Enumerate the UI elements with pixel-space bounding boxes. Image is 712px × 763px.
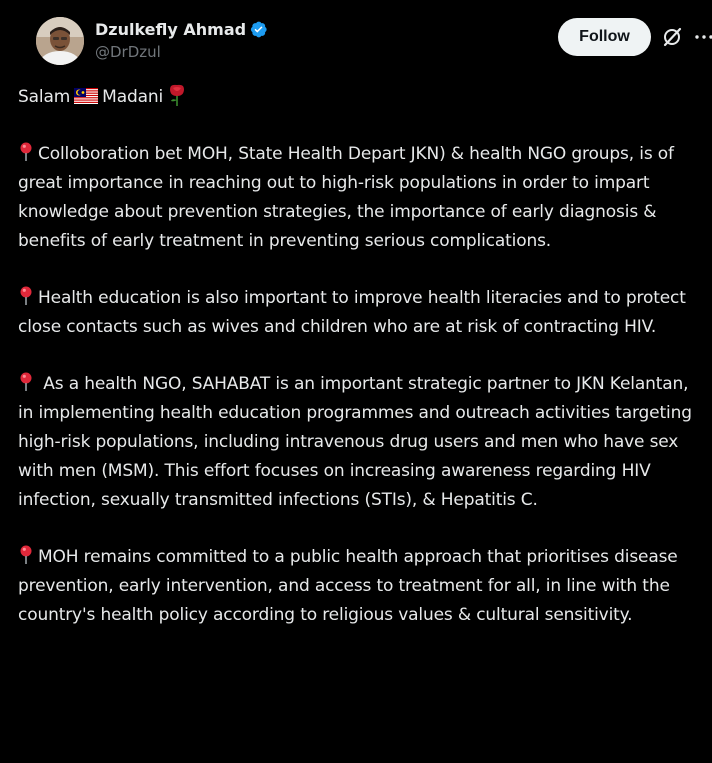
display-name-row	[95, 18, 268, 40]
paragraph-2-text: Health education is also important to improve health literacies and to protect close contacts such as wives and children who are at risk of contracting HIV.	[18, 288, 686, 337]
greeting-end: Madani	[102, 87, 164, 107]
paragraph-1	[18, 140, 698, 256]
more-options-icon[interactable]	[694, 26, 712, 48]
spacer	[18, 256, 698, 284]
paragraph-4-text: MOH remains committed to a public health approach that prioritises disease prevention, early intervention, and access to treatment for all, in line with the country's health policy according to religious values & cultural sensitivity.	[18, 547, 678, 625]
paragraph-3	[18, 370, 698, 515]
greeting-line	[18, 83, 698, 112]
spacer	[18, 342, 698, 370]
post-text	[18, 83, 698, 630]
paragraph-4	[18, 543, 698, 630]
greeting-start: Salam	[18, 87, 71, 107]
paragraph-2	[18, 284, 698, 342]
round-pushpin-icon	[18, 545, 34, 565]
grok-icon[interactable]	[661, 26, 683, 48]
spacer	[18, 515, 698, 543]
avatar-image	[36, 17, 84, 65]
round-pushpin-icon	[18, 372, 34, 392]
author-info	[95, 18, 268, 61]
post-header	[18, 0, 694, 84]
display-name[interactable]: Dzulkefly Ahmad	[95, 19, 247, 39]
avatar[interactable]	[36, 17, 84, 65]
verified-badge-icon[interactable]	[249, 20, 268, 39]
spacer	[18, 112, 698, 140]
round-pushpin-icon	[18, 142, 34, 162]
round-pushpin-icon	[18, 286, 34, 306]
follow-button[interactable]: Follow	[558, 18, 651, 56]
author-handle[interactable]: @DrDzul	[95, 43, 161, 61]
malaysia-flag-icon	[74, 88, 98, 104]
paragraph-1-text: Colloboration bet MOH, State Health Depart JKN) & health NGO groups, is of great importance in reaching out to high-risk populations in order to impart knowledge about prevention strategies, the importance of early diagnosis & benefits of early treatment in preventing serious complications.	[18, 144, 674, 251]
rose-icon	[167, 83, 187, 107]
paragraph-3-text: As a health NGO, SAHABAT is an important strategic partner to JKN Kelantan, in implementing health education programmes and outreach activities targeting high-risk populations, including intravenous drug users and men who have sex with men (MSM). This effort focuses on increasing awareness regarding HIV infection, sexually transmitted infections (STIs), & Hepatitis C.	[18, 374, 692, 510]
